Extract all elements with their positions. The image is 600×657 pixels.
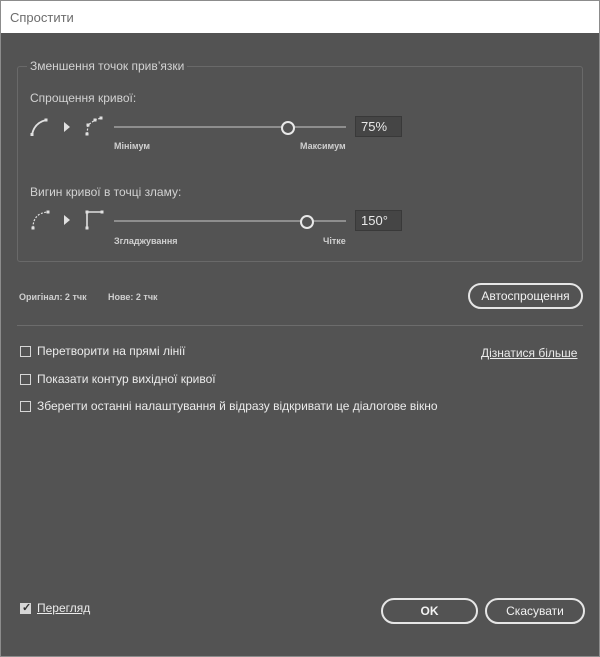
learn-more-link[interactable]: Дізнатися більше xyxy=(481,346,578,360)
arrow-right-icon xyxy=(63,215,71,225)
anchor-point-reduction-group xyxy=(17,59,583,262)
curve-simplification-label: Спрощення кривої: xyxy=(30,91,137,105)
sharp-corner-icon xyxy=(84,209,106,231)
save-settings-label[interactable]: Зберегти останні налаштування й відразу відкривати це діалогове вікно xyxy=(37,399,438,413)
corner-max-label: Чітке xyxy=(323,236,346,246)
save-settings-checkbox[interactable] xyxy=(20,401,31,412)
ok-button[interactable]: OK xyxy=(381,598,478,624)
original-points-count: Оригінал: 2 тчк xyxy=(19,292,87,302)
show-original-label[interactable]: Показати контур вихідної кривої xyxy=(37,372,216,386)
curve-max-label: Максимум xyxy=(300,141,346,151)
new-points-count: Нове: 2 тчк xyxy=(108,292,158,302)
curve-min-label: Мінімум xyxy=(114,141,151,151)
curve-simplification-value-field[interactable]: 75% xyxy=(355,116,402,137)
preview-label[interactable]: Перегляд xyxy=(37,601,91,615)
straight-lines-checkbox[interactable] xyxy=(20,346,31,357)
dialog-body xyxy=(1,33,599,656)
corner-angle-slider-thumb[interactable] xyxy=(300,215,314,229)
corner-angle-value-field[interactable]: 150° xyxy=(355,210,402,231)
title-bar xyxy=(1,1,599,33)
cancel-button[interactable]: Скасувати xyxy=(485,598,585,624)
straight-lines-label[interactable]: Перетворити на прямі лінії xyxy=(37,344,186,358)
anchor-points-curve-icon xyxy=(84,115,104,137)
corner-angle-label: Вигин кривої в точці зламу: xyxy=(30,185,182,199)
divider xyxy=(17,325,583,326)
window-title: Спростити xyxy=(10,10,74,25)
show-original-checkbox[interactable] xyxy=(20,374,31,385)
checkmark-icon: ✓ xyxy=(22,602,32,614)
corner-min-label: Згладжування xyxy=(114,236,178,246)
smooth-curve-icon xyxy=(30,117,50,137)
arrow-right-icon xyxy=(63,122,71,132)
curve-simplification-slider-track[interactable] xyxy=(114,126,346,128)
curve-simplification-slider-thumb[interactable] xyxy=(281,121,295,135)
curved-corner-icon xyxy=(30,209,52,231)
auto-simplify-button[interactable]: Автоспрощення xyxy=(468,283,583,309)
preview-checkbox[interactable] xyxy=(20,603,31,614)
group-title: Зменшення точок прив’язки xyxy=(27,59,187,73)
